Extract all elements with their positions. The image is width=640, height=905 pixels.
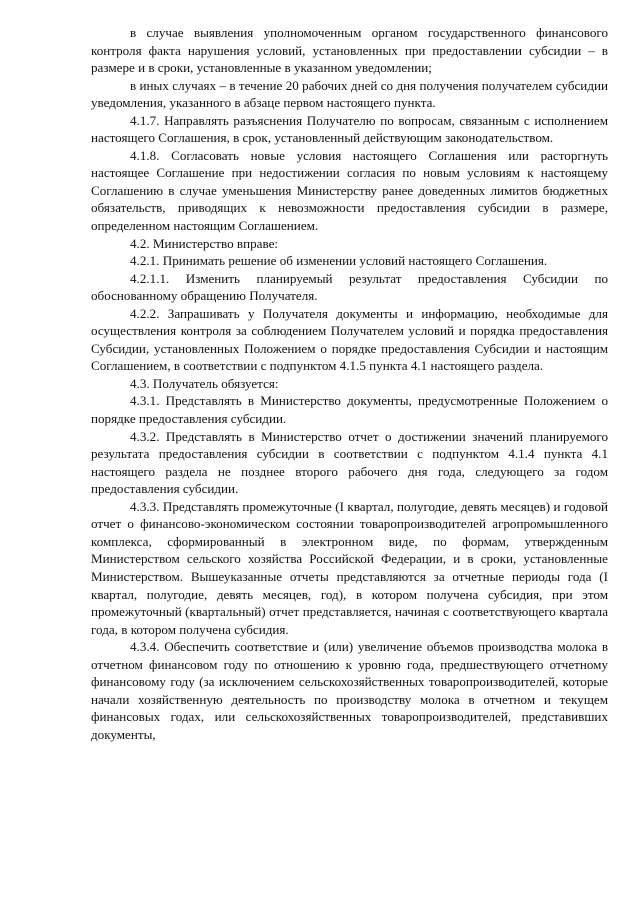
paragraph-4-3-2: 4.3.2. Представлять в Министерство отчет о достижении значений планируемого результата предоставления субсидии в соответствии с подпунктом 4.1.4 пункта 4.1 настоящего раздела не позднее второго рабочего дня года, следующего за годом предоставления субсидии.: [91, 428, 608, 497]
paragraph-4-2-1-1: 4.2.1.1. Изменить планируемый результат предоставления Субсидии по обоснованному обращению Получателя.: [91, 270, 608, 304]
paragraph-4-3-heading: 4.3. Получатель обязуется:: [130, 375, 279, 391]
paragraph-4-2-1: 4.2.1. Принимать решение об изменении условий настоящего Соглашения.: [130, 253, 548, 269]
paragraph-4-3-1: 4.3.1. Представлять в Министерство документы, предусмотренные Положением о порядке предоставления субсидии.: [91, 393, 608, 427]
paragraph-4-2-heading: 4.2. Министерство вправе:: [130, 235, 279, 251]
paragraph-4-3-4: 4.3.4. Обеспечить соответствие и (или) увеличение объемов производства молока в отчетном финансовом году по отношению к уровню года, предшествующего отчетному финансовому году (за исключением сельскохозяйственных товаропроизводителей, которые начали хозяйственную деятельность по производству молока в отчетном и текущем финансовых годах, или сельскохозяйственных товаропроизводителей, представивших документы,: [91, 639, 608, 742]
paragraph-refund-other-cases: в иных случаях – в течение 20 рабочих дней со дня получения получателем субсидии уведомления, указанного в абзаце первом настоящего пункта.: [91, 77, 608, 111]
paragraph-refund-violation: в случае выявления уполномоченным органом государственного финансового контроля факта нарушения условий, установленных при предоставлении субсидии – в размере и в сроки, установленные в указанном уведомлении;: [91, 25, 608, 76]
paragraph-4-1-7: 4.1.7. Направлять разъяснения Получателю по вопросам, связанным с исполнением настоящего Соглашения, в срок, установленный действующим законодательством.: [91, 112, 608, 146]
paragraph-4-1-8: 4.1.8. Согласовать новые условия настоящего Соглашения или расторгнуть настоящее Соглашение при недостижении согласия по новым условиям к настоящему Соглашению в случае уменьшения Министерству ранее доведенных лимитов бюджетных обязательств, приводящих к невозможности предоставления субсидии в размере, определенном настоящим Соглашением.: [91, 147, 608, 234]
document-page: [91, 24, 608, 743]
paragraph-4-3-3: 4.3.3. Представлять промежуточные (I квартал, полугодие, девять месяцев) и годовой отчет о финансово-экономическом состоянии товаропроизводителей агропромышленного комплекса, сформированный в электронном виде, по формам, утвержденным Министерством сельского хозяйства Российской Федерации, и в сроки, установленные Министерством. Вышеуказанные отчеты представляются за отчетные периоды года (I квартал, полугодие, девять месяцев, год), в котором получена субсидия, при этом промежуточный (квартальный) отчет представляется, начиная с соответствующего квартала года, в котором получена субсидия.: [91, 498, 608, 637]
paragraph-4-2-2: 4.2.2. Запрашивать у Получателя документы и информацию, необходимые для осуществления контроля за соблюдением Получателем условий и порядка предоставления Субсидии, установленных Положением о порядке предоставления Субсидии и настоящим Соглашением, в соответствии с подпунктом 4.1.5 пункта 4.1 настоящего раздела.: [91, 305, 608, 374]
